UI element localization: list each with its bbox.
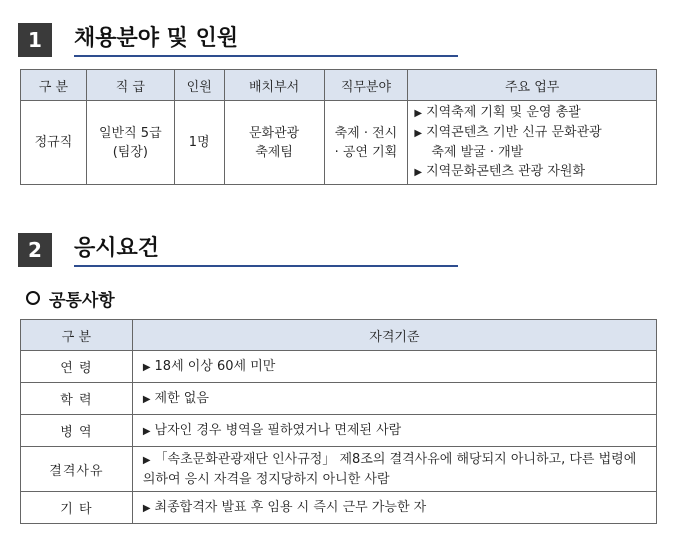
triangle-right-icon: ▶ bbox=[142, 361, 151, 373]
field-cell bbox=[324, 101, 408, 185]
type-cell: 정규직 bbox=[21, 101, 87, 185]
table-row bbox=[21, 415, 657, 447]
circle-icon bbox=[26, 291, 40, 305]
section2-number: 2 bbox=[18, 233, 52, 267]
recruitment-table bbox=[20, 69, 657, 185]
subsection-heading bbox=[26, 286, 115, 311]
triangle-right-icon: ▶ bbox=[142, 502, 151, 514]
triangle-right-icon: ▶ bbox=[142, 425, 151, 437]
triangle-right-icon: ▶ bbox=[142, 454, 151, 466]
triangle-right-icon: ▶ bbox=[414, 128, 423, 139]
recruitment-header-row bbox=[21, 70, 657, 101]
row-label: 학 력 bbox=[21, 383, 133, 415]
recruitment-row bbox=[21, 101, 657, 185]
requirements-table bbox=[20, 319, 657, 524]
header-grade: 직 급 bbox=[86, 70, 174, 101]
row-value: ▶ 「속초문화관광재단 인사규정」 제8조의 결격사유에 해당되지 아니하고, 다른 법령에 의하여 응시 자격을 정지당하지 아니한 사람 bbox=[132, 447, 656, 492]
triangle-right-icon: ▶ bbox=[142, 393, 151, 405]
section2-title: 응시요건 bbox=[74, 236, 160, 261]
requirements-header-row bbox=[21, 320, 657, 351]
duty-item: ▶ 지역문화콘텐츠 관광 자원화 bbox=[414, 164, 586, 179]
triangle-right-icon: ▶ bbox=[414, 108, 423, 119]
row-label: 병 역 bbox=[21, 415, 133, 447]
count-cell: 1명 bbox=[174, 101, 224, 185]
duty-item-continued: 축제 발굴 · 개발 bbox=[431, 145, 524, 160]
row-label: 기 타 bbox=[21, 492, 133, 524]
header-type: 구 분 bbox=[21, 70, 87, 101]
field-line2: · 공연 기획 bbox=[334, 144, 398, 160]
header-field: 직무분야 bbox=[324, 70, 408, 101]
section1-number: 1 bbox=[18, 23, 52, 57]
dept-line1: 문화관광 bbox=[248, 125, 300, 141]
table-row bbox=[21, 383, 657, 415]
table-row bbox=[21, 447, 657, 492]
triangle-right-icon: ▶ bbox=[414, 167, 423, 178]
section1-underline bbox=[74, 55, 458, 57]
section1-title: 채용분야 및 인원 bbox=[74, 26, 239, 51]
row-label: 결격사유 bbox=[21, 447, 133, 492]
grade-cell bbox=[86, 101, 174, 185]
row-label: 연 령 bbox=[21, 351, 133, 383]
dept-line2: 축제팀 bbox=[255, 144, 293, 160]
header-duties: 주요 업무 bbox=[408, 70, 657, 101]
duty-item: ▶ 지역축제 기획 및 운영 총괄 bbox=[414, 105, 581, 120]
duty-item: ▶ 지역콘텐츠 기반 신규 문화관광 bbox=[414, 125, 602, 140]
subsection-title: 공통사항 bbox=[49, 291, 115, 311]
row-value: ▶ 제한 없음 bbox=[132, 383, 656, 415]
dept-cell bbox=[224, 101, 324, 185]
grade-line2: (팀장) bbox=[112, 144, 148, 160]
header-dept: 배치부서 bbox=[224, 70, 324, 101]
row-value: ▶ 18세 이상 60세 미만 bbox=[132, 351, 656, 383]
row-value: ▶ 최종합격자 발표 후 임용 시 즉시 근무 가능한 자 bbox=[132, 492, 656, 524]
grade-line1: 일반직 5급 bbox=[99, 125, 162, 141]
field-line1: 축제 · 전시 bbox=[334, 125, 398, 141]
row-value: ▶ 남자인 경우 병역을 필하였거나 면제된 사람 bbox=[132, 415, 656, 447]
header-count: 인원 bbox=[174, 70, 224, 101]
header-criteria: 자격기준 bbox=[132, 320, 656, 351]
duties-cell bbox=[408, 101, 657, 185]
table-row bbox=[21, 351, 657, 383]
header-category: 구 분 bbox=[21, 320, 133, 351]
table-row bbox=[21, 492, 657, 524]
section2-underline bbox=[74, 265, 458, 267]
